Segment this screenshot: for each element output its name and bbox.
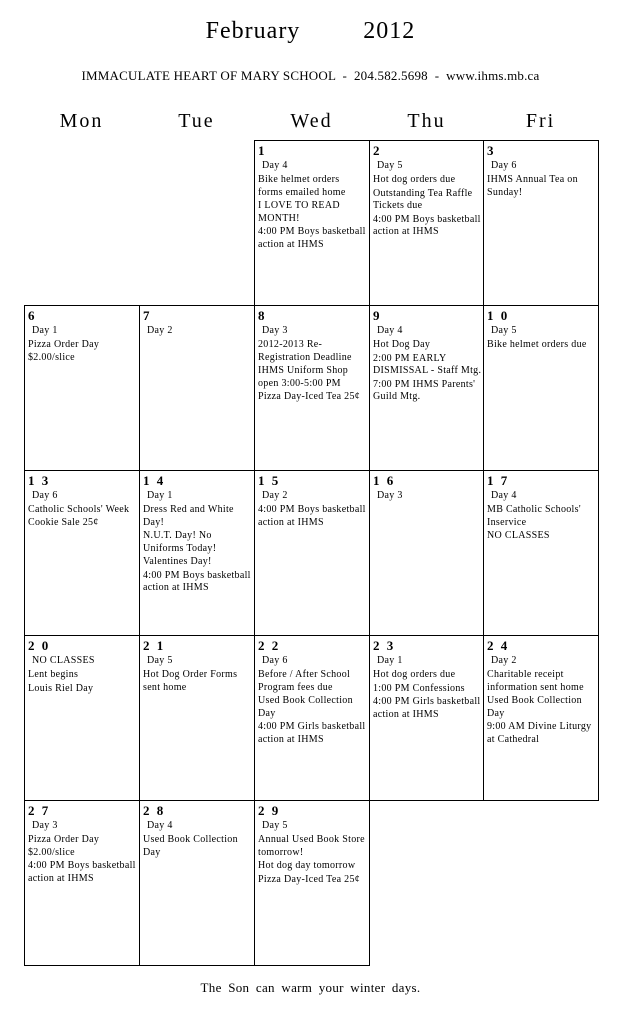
calendar-event: Hot dog orders due (373, 669, 456, 680)
calendar-event: Pizza Day-Iced Tea 25¢ (258, 391, 361, 402)
calendar-event: Valentines Day! (143, 556, 212, 567)
school-day-label: Day 6 (32, 490, 58, 501)
calendar-day-cell (369, 635, 485, 801)
calendar-event: Outstanding Tea Raffle Tickets due (373, 187, 473, 211)
date-number: 3 (487, 143, 496, 158)
calendar-event: Bike helmet orders forms emailed home (258, 174, 346, 198)
school-day-label: Day 5 (491, 325, 517, 336)
calendar-day-cell (24, 305, 140, 471)
school-day-label: Day 4 (491, 490, 517, 501)
school-day-label: Day 1 (147, 490, 173, 501)
school-day-label: Day 6 (491, 160, 517, 171)
date-number: 1 4 (143, 473, 166, 488)
calendar-event: 4:00 PM Girls basketball action at IHMS (258, 721, 366, 745)
calendar-event: Louis Riel Day (28, 682, 94, 694)
calendar-day-cell (139, 800, 255, 966)
calendar-event: Dress Red and White Day! (143, 504, 234, 528)
calendar-day-cell (483, 305, 599, 471)
weekday-fri: Fri (525, 110, 556, 132)
date-number: 1 0 (487, 308, 510, 323)
date-number: 2 7 (28, 803, 51, 818)
calendar-event: Pizza Order Day $2.00/slice (28, 834, 100, 858)
calendar-event: Charitable receipt information sent home (487, 669, 584, 693)
calendar-event: 4:00 PM Girls basketball action at IHMS (373, 696, 481, 720)
calendar-event: Used Book Collection Day (143, 834, 238, 858)
calendar-day-cell (254, 140, 370, 306)
calendar-day-cell (483, 140, 599, 306)
calendar-event: N.U.T. Day! No Uniforms Today! (143, 530, 217, 554)
calendar-event: 4:00 PM Boys basketball action at IHMS (258, 226, 366, 250)
calendar-event: Hot dog day tomorrow (258, 860, 356, 871)
calendar-day-cell (139, 635, 255, 801)
calendar-day-cell (483, 635, 599, 801)
school-day-label: Day 5 (377, 160, 403, 171)
calendar-day-cell (139, 305, 255, 471)
calendar-event: Hot Dog Order Forms sent home (143, 669, 238, 693)
calendar-day-cell (483, 470, 599, 636)
school-day-label: NO CLASSES (32, 655, 95, 666)
weekday-mon: Mon (59, 110, 104, 132)
calendar-event: 4:00 PM Boys basketball action at IHMS (28, 860, 136, 884)
calendar-event: 7:00 PM IHMS Parents' Guild Mtg. (373, 378, 476, 402)
school-day-label: Day 2 (147, 325, 173, 336)
calendar-event: Hot dog orders due (373, 174, 456, 185)
calendar-event: 2:00 PM EARLY DISMISSAL - Staff Mtg. (373, 352, 482, 376)
weekday-thu: Thu (407, 110, 446, 132)
school-day-label: Day 2 (491, 655, 517, 666)
calendar-event: Pizza Order Day $2.00/slice (28, 339, 100, 363)
weekday-wed: Wed (290, 110, 333, 132)
calendar-event: 4:00 PM Boys basketball action at IHMS (373, 213, 481, 237)
school-day-label: Day 3 (32, 820, 58, 831)
date-number: 1 3 (28, 473, 51, 488)
calendar-event: Used Book Collection Day (487, 695, 582, 719)
calendar-day-cell (254, 305, 370, 471)
calendar-event: Bike helmet orders due (487, 339, 587, 350)
calendar-day-cell (24, 800, 140, 966)
calendar-event: Hot Dog Day (373, 339, 431, 350)
calendar-event: I LOVE TO READ MONTH! (258, 200, 340, 224)
calendar-day-cell (254, 635, 370, 801)
calendar-event: 1:00 PM Confessions (373, 682, 465, 694)
date-number: 2 1 (143, 638, 166, 653)
calendar-day-cell (369, 470, 485, 636)
calendar-day-cell (254, 800, 370, 966)
calendar-event: MB Catholic Schools' Inservice (487, 504, 581, 528)
date-number: 2 2 (258, 638, 281, 653)
date-number: 2 9 (258, 803, 281, 818)
calendar-day-cell (24, 470, 140, 636)
calendar-event: 2012-2013 Re-Registration Deadline (258, 339, 352, 363)
school-day-label: Day 1 (377, 655, 403, 666)
date-number: 1 6 (373, 473, 396, 488)
date-number: 6 (28, 308, 37, 323)
calendar-event: Lent begins (28, 669, 79, 680)
school-day-label: Day 4 (147, 820, 173, 831)
school-day-label: Day 3 (377, 490, 403, 501)
calendar-title: February 2012 (205, 18, 416, 44)
calendar-day-cell (24, 635, 140, 801)
calendar-day-cell (139, 470, 255, 636)
date-number: 2 8 (143, 803, 166, 818)
school-contact-line: IMMACULATE HEART OF MARY SCHOOL - 204.582.5698 - www.ihms.mb.ca (81, 68, 540, 83)
calendar-event: IHMS Uniform Shop open 3:00-5:00 PM (258, 365, 349, 389)
school-day-label: Day 1 (32, 325, 58, 336)
calendar-event: Before / After School Program fees due (258, 669, 351, 693)
date-number: 7 (143, 308, 152, 323)
date-number: 1 7 (487, 473, 510, 488)
date-number: 2 0 (28, 638, 51, 653)
footer-message: The Son can warm your winter days. (200, 980, 421, 995)
calendar-event: Used Book Collection Day (258, 695, 353, 719)
school-day-label: Day 6 (262, 655, 288, 666)
calendar-event: Annual Used Book Store tomorrow! (258, 834, 365, 858)
calendar-event: 4:00 PM Boys basketball action at IHMS (258, 504, 366, 528)
date-number: 2 (373, 143, 382, 158)
weekday-tue: Tue (178, 110, 215, 132)
calendar-day-cell (369, 305, 485, 471)
calendar-event: Catholic Schools' Week Cookie Sale 25¢ (28, 504, 130, 528)
date-number: 1 5 (258, 473, 281, 488)
calendar-event: 9:00 AM Divine Liturgy at Cathedral (487, 721, 592, 745)
school-day-label: Day 2 (262, 490, 288, 501)
calendar-event: IHMS Annual Tea on Sunday! (487, 174, 578, 198)
date-number: 8 (258, 308, 267, 323)
calendar-event: 4:00 PM Boys basketball action at IHMS (143, 569, 251, 593)
calendar-day-cell (369, 140, 485, 306)
date-number: 2 4 (487, 638, 510, 653)
school-day-label: Day 3 (262, 325, 288, 336)
school-day-label: Day 5 (147, 655, 173, 666)
date-number: 2 3 (373, 638, 396, 653)
calendar-event: NO CLASSES (487, 530, 550, 541)
school-day-label: Day 5 (262, 820, 288, 831)
calendar-day-cell (254, 470, 370, 636)
date-number: 1 (258, 143, 267, 158)
date-number: 9 (373, 308, 382, 323)
school-day-label: Day 4 (377, 325, 403, 336)
school-day-label: Day 4 (262, 160, 288, 171)
calendar-event: Pizza Day-Iced Tea 25¢ (258, 873, 361, 885)
